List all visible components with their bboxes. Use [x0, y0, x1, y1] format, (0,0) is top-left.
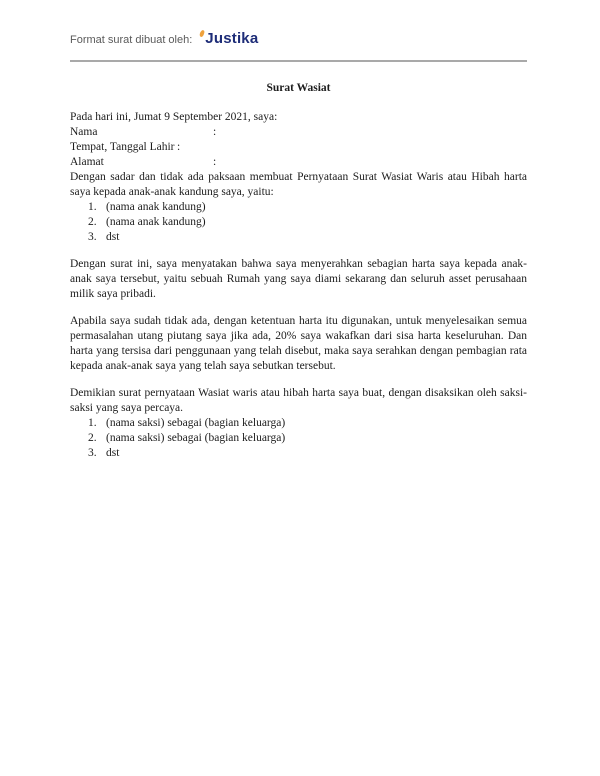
list-item-text: dst	[106, 231, 120, 243]
list-item-number: 2.	[88, 216, 97, 228]
attribution-line	[70, 32, 527, 47]
header-divider	[70, 60, 527, 62]
opening-line: Pada hari ini, Jumat 9 September 2021, saya:	[70, 111, 278, 123]
justika-logo	[200, 32, 258, 47]
field-row-alamat	[70, 155, 527, 170]
field-label-alamat: Alamat	[70, 156, 104, 168]
attribution-text: Format surat dibuat oleh:	[70, 33, 193, 46]
list-item-text: (nama anak kandung)	[106, 201, 206, 213]
field-row-nama	[70, 125, 527, 140]
heirs-list	[70, 200, 527, 245]
witnesses-list	[70, 416, 527, 461]
field-row-tempat-tanggal-lahir	[70, 140, 527, 155]
list-item-text: dst	[106, 447, 120, 459]
justika-logo-text: Justika	[205, 30, 259, 47]
list-item	[70, 215, 527, 230]
list-item-text: (nama saksi) sebagai (bagian keluarga)	[106, 432, 286, 444]
list-item-number: 1.	[88, 201, 97, 213]
list-item-text: (nama anak kandung)	[106, 216, 206, 228]
list-item	[70, 200, 527, 215]
field-colon-alamat: :	[213, 156, 217, 168]
closing-paragraph: Demikian surat pernyataan Wasiat waris atau hibah harta saya buat, dengan disaksikan oleh saksi-saksi yang saya percaya.	[70, 387, 527, 414]
declaration-intro-paragraph: Dengan sadar dan tidak ada paksaan membuat Pernyataan Surat Wasiat Waris atau Hibah harta saya kepada anak-anak kandung saya, yaitu:	[70, 171, 527, 198]
document-title: Surat Wasiat	[266, 82, 331, 94]
list-item-number: 3.	[88, 447, 97, 459]
assets-paragraph: Dengan surat ini, saya menyatakan bahwa saya menyerahkan sebagian harta saya kepada anak-anak saya tersebut, yaitu sebuah Rumah yang saya diami sekarang dan seluruh asset perusahaan milik saya pribadi.	[70, 258, 527, 300]
list-item-number: 3.	[88, 231, 97, 243]
list-item	[70, 416, 527, 431]
list-item	[70, 230, 527, 245]
field-colon-tempat-tanggal-lahir: :	[177, 141, 181, 153]
list-item-text: (nama saksi) sebagai (bagian keluarga)	[106, 417, 286, 429]
field-label-nama: Nama	[70, 126, 98, 138]
list-item-number: 1.	[88, 417, 97, 429]
field-label-tempat-tanggal-lahir: Tempat, Tanggal Lahir	[70, 141, 175, 153]
list-item	[70, 431, 527, 446]
conditions-paragraph: Apabila saya sudah tidak ada, dengan ketentuan harta itu digunakan, untuk menyelesaikan semua permasalahan utang piutang saya jika ada, 20% saya wakafkan dari sisa harta keseluruhan. Dan harta yang tersisa dari penggunaan yang telah disebut, maka saya serahkan dengan pembagian rata kepada anak-anak saya yang telah saya sebutkan tersebut.	[70, 315, 527, 372]
list-item-number: 2.	[88, 432, 97, 444]
list-item	[70, 446, 527, 461]
field-colon-nama: :	[213, 126, 217, 138]
